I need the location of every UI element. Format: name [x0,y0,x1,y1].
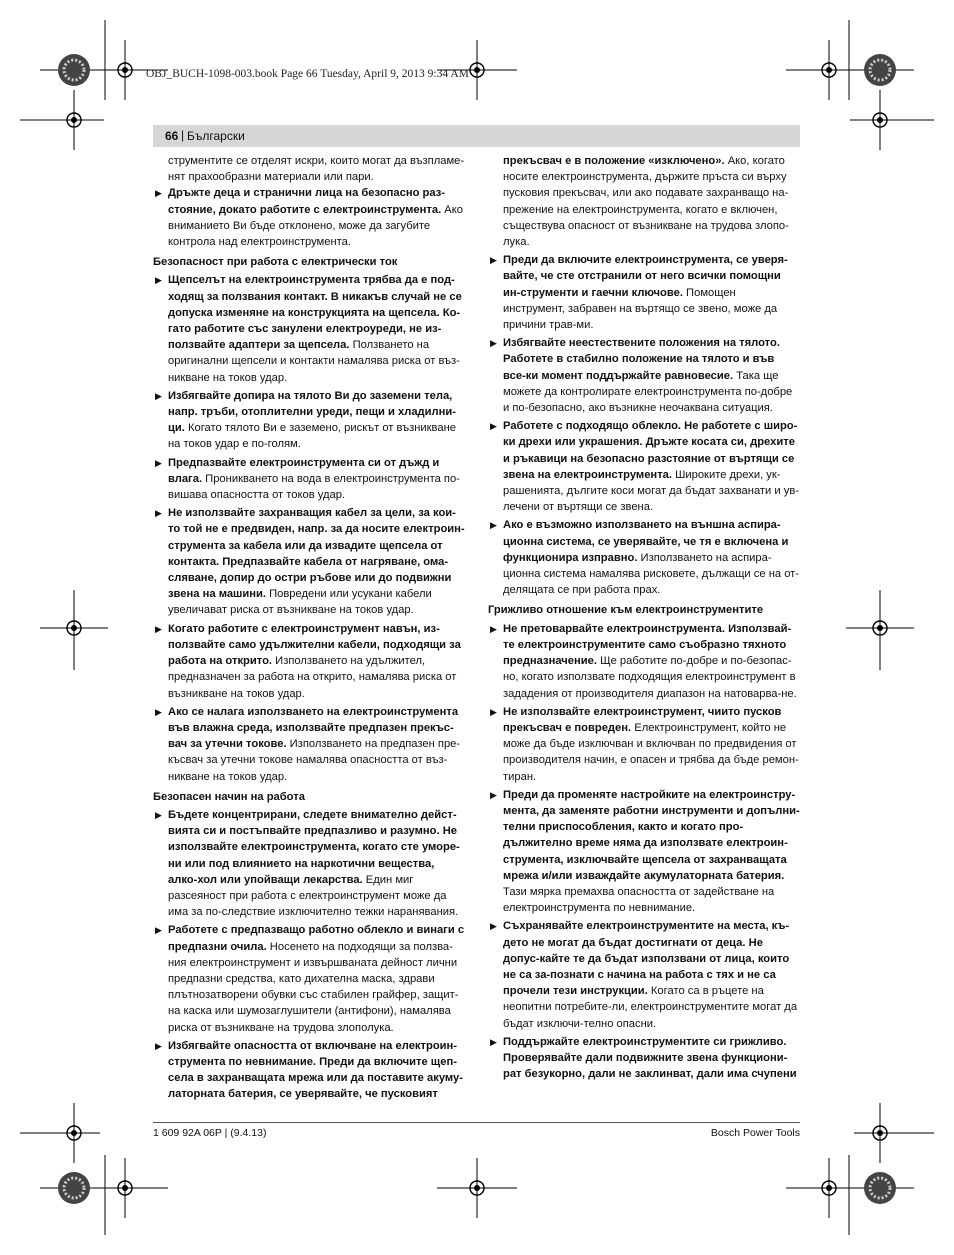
item-bold-text: Поддържайте електроинструментите си грижливо. Проверявайте дали подвижните звена функциони-рат безукорно, дали не заклинват, дали има счупени [503,1035,797,1081]
list-item [488,704,800,785]
bullet-triangle-icon: ▶ [155,508,162,519]
list-item [488,418,800,515]
bullet-triangle-icon: ▶ [155,188,162,199]
bullet-triangle-icon: ▶ [490,338,497,349]
item-bold-text: Преди да променяте настройките на електроинстру-мента, да заменяте работни инструменти и допълни-телни приспособления, както и когато про-дължително време няма да използвате електроин-струмента, изключвайте щепсела от захранващата мрежа и/или изваждайте акумулаторната батерия. [503,788,800,882]
list-item [153,185,465,250]
page-number: 66 [165,129,179,143]
item-text: Помощен инструмент, забравен на въртящо се звено, може да причини трав-ми. [503,286,778,332]
bullet-triangle-icon: ▶ [155,706,162,717]
list-item [488,918,800,1031]
bullet-triangle-icon: ▶ [490,706,497,717]
header-language: Български [187,129,245,143]
item-bold-text: Ако е възможно използването на външна аспира-ционна система, се уверявайте, че тя е включена и функционира изправно. [503,519,789,564]
item-bold-text: Дръжте деца и странични лица на безопасно раз-стояние, докато работите с електроинструмента. [168,187,446,216]
list-item [488,335,800,416]
list-item [153,704,465,785]
bullet-triangle-icon: ▶ [490,421,497,432]
bullet-triangle-icon: ▶ [490,1036,497,1047]
page-header-bar [153,125,800,147]
list-item [488,621,800,702]
bullet-triangle-icon: ▶ [155,457,162,468]
item-text: Носенето на подходящи за ползва-ния електроинструмент и извършваната дейност лични предпазни средства, като дихателна маска, здрави плътнозатворени обувки със стабилен грайфер, защит-на каска или шумозаглушители (антифони), намалява риска от възникване на трудова злополука. [168,940,459,1034]
item-text: Тази мярка премахва опасността от задействане на електроинструмента по невнимание. [503,885,775,915]
item-text: Повредени или усукани кабели увеличават риска от възникване на токов удар. [168,588,432,617]
item-bold-text: Бъдете концентрирани, следете внимателно дейст-вията си и постъпвайте предпазливо и разумно. Не използвайте електроинструмента, когато сте уморе-ни или под влиянието на наркотични вещества, алко-хол или упойващи лекарства. [168,808,460,886]
list-item [153,922,465,1035]
right-column [488,153,800,1084]
left-column [153,153,465,1105]
list-item [153,505,465,618]
list-item [488,252,800,333]
book-slug-line: OBJ_BUCH-1098-003.book Page 66 Tuesday, April 9, 2013 9:34 AM [146,68,469,80]
list-item [488,1034,800,1083]
item-text: Така ще можете да контролирате електроинструмента по-добре и по-безопасно, ако възникне неочаквана ситуация. [503,369,793,415]
item-bold-text: Предпазвайте електроинструмента си от дъжд и влага. [168,456,440,485]
footer-brand: Bosch Power Tools [710,1127,800,1139]
bullet-triangle-icon: ▶ [490,623,497,634]
header-separator: | [181,128,185,142]
footer-doc-number: 1 609 92A 06P | (9.4.13) [153,1127,267,1139]
list-item [153,807,465,920]
item-bold-text: Съхранявайте електроинструментите на места, къ-дето не могат да бъдат достигнати от деца. Не допус-кайте те да бъдат използвани от лица, които не са за-познати с начина на работа с тях и не са прочели тези инструкции. [503,920,790,998]
list-item [153,272,465,385]
item-bold-text: Не претоварвайте електроинструмента. Използвай-те електроинструментите само съобразно тяхното предназначение. [503,622,792,668]
item-bold-text: Работете с подходящо облекло. Не работете с широ-ки дрехи или украшения. Дръжте косата си, дрехите и ръкавици на безопасно разстояние от въртящи се звена на електроинструмента. [503,420,798,481]
item-bold-text: Ако се налага използването на електроинструмента във влажна среда, използвайте предпазен прекъс-вач за утечни токове. [168,705,459,751]
bullet-triangle-icon: ▶ [155,925,162,936]
item-text: Използването на аспира-ционна система намалява рисковете, дължащи се на от-делящата се при работа прах. [503,551,800,597]
item-text: Използването на предпазен пре-късвач за утечни токове намалява опасността от въз-никване на токов удар. [168,738,461,783]
bullet-triangle-icon: ▶ [490,255,497,266]
bullet-triangle-icon: ▶ [155,809,162,820]
item-text: Използването на удължител, предназначен за работа на открито, намалява риска от възникване на токов удар. [168,655,457,700]
item-text: Широките дрехи, ук-рашенията, дългите коси могат да бъдат захванати и ув-лечени от въртящи се звена. [503,468,800,514]
bullet-triangle-icon: ▶ [155,1040,162,1051]
bullet-triangle-icon: ▶ [155,390,162,401]
list-item [488,787,800,917]
item-text: Когато са в ръцете на неопитни потребите-ли, електроинструментите могат да бъдат изключи-телно опасни. [503,985,798,1030]
footer-divider [153,1122,800,1123]
paragraph-continuation: струментите се отделят искри, които могат да възпламе-нят прахообразни материали или пари. [168,155,465,184]
item-bold-text: Избягвайте допира на тялото Ви до заземени тела, напр. тръби, отоплителни уреди, пещи и хладилни-ци. [168,389,456,435]
paragraph-continuation [488,153,800,250]
item-text: Един миг разсеяност при работа с електроинструмент може да има за по-следствие изключително тежки наранявания. [168,873,459,919]
item-text: Когато тялото Ви е заземено, рискът от възникване на токов удар е по-голям. [168,422,456,451]
item-bold-text: Когато работите с електроинструмент навън, из-ползвайте само удължителни кабели, подходящи за работа на открито. [168,622,461,668]
item-text: Проникването на вода в електроинструмента по-вишава опасността от токов удар. [168,472,460,502]
list-item [153,388,465,453]
list-item [153,1038,465,1103]
list-item [153,621,465,702]
bullet-triangle-icon: ▶ [155,275,162,286]
section-heading: Безопасност при работа с електрически ток [153,256,398,269]
item-bold-text: Избягвайте опасността от включване на електроин-струмента по невнимание. Преди да включите щеп-села в захранващата мрежа или да поставите акуму-латорната батерия, се уверявайте, че пусковият [168,1039,463,1101]
bullet-triangle-icon: ▶ [490,921,497,932]
bullet-triangle-icon: ▶ [155,623,162,634]
item-text: Ползването на оригинални щепсели и контакти намалява риска от въз-никване на токов удар. [168,339,460,384]
item-bold-text: Не използвайте електроинструмент, чиито пусков прекъсвач е повреден. [503,705,782,734]
list-item [153,455,465,504]
item-bold-text: прекъсвач е в положение «изключено». [503,155,725,167]
bullet-triangle-icon: ▶ [490,789,497,800]
item-text: Ако вниманието Ви бъде отклонено, може да загубите контрола над електроинструмента. [168,203,464,249]
item-bold-text: Избягвайте неестествените положения на тялото. Работете в стабилно положение на тялото и във все-ки момент поддържайте равновесие. [503,337,780,382]
section-heading: Грижливо отношение към електроинструментите [488,604,764,617]
item-bold-text: Преди да включите електроинструмента, се уверя-вайте, че сте отстранили от него всички помощни ин-струменти и гаечни ключове. [503,254,788,299]
item-bold-text: Щепселът на електроинструмента трябва да е под-ходящ за ползвания контакт. В никакъв случай не се допуска изменяне на конструкцията на щепсела. Ко-гато работите със занулени електроуреди, не из-ползвайте адаптери за щепсела. [168,274,462,352]
bullet-triangle-icon: ▶ [490,520,497,531]
item-text: Електроинструмент, който не може да бъде изключван и включван по предвидения от производителя начин, е опасен и трябва да бъде ремон-тиран. [503,721,799,783]
item-text: Ще работите по-добре и по-безопас-но, когато използвате подходящия електроинструмент в зададения от производителя диапазон на натоварва-не. [503,655,797,700]
item-bold-text: Работете с предпазващо работно облекло и винаги с предпазни очила. [168,924,465,953]
item-bold-text: Не използвайте захранващия кабел за цели, за кои-то той не е предвиден, напр. за да носите електроин-струмента за кабела или да извадите щепсела от контакта. Предпазвайте кабела от нагряване, ома-сляване, допир до остри ръбове или до подвижни звена на машини. [168,507,465,601]
section-heading: Безопасен начин на работа [153,790,305,803]
item-text: Ако, когато носите електроинструмента, държите пръста си върху пусковия прекъсвач, или ако подавате захранващо на-прежение на електроинструмента, когато е включен, съществува опасност от възникване на трудова злопо-лука. [503,155,789,249]
list-item [488,517,800,598]
